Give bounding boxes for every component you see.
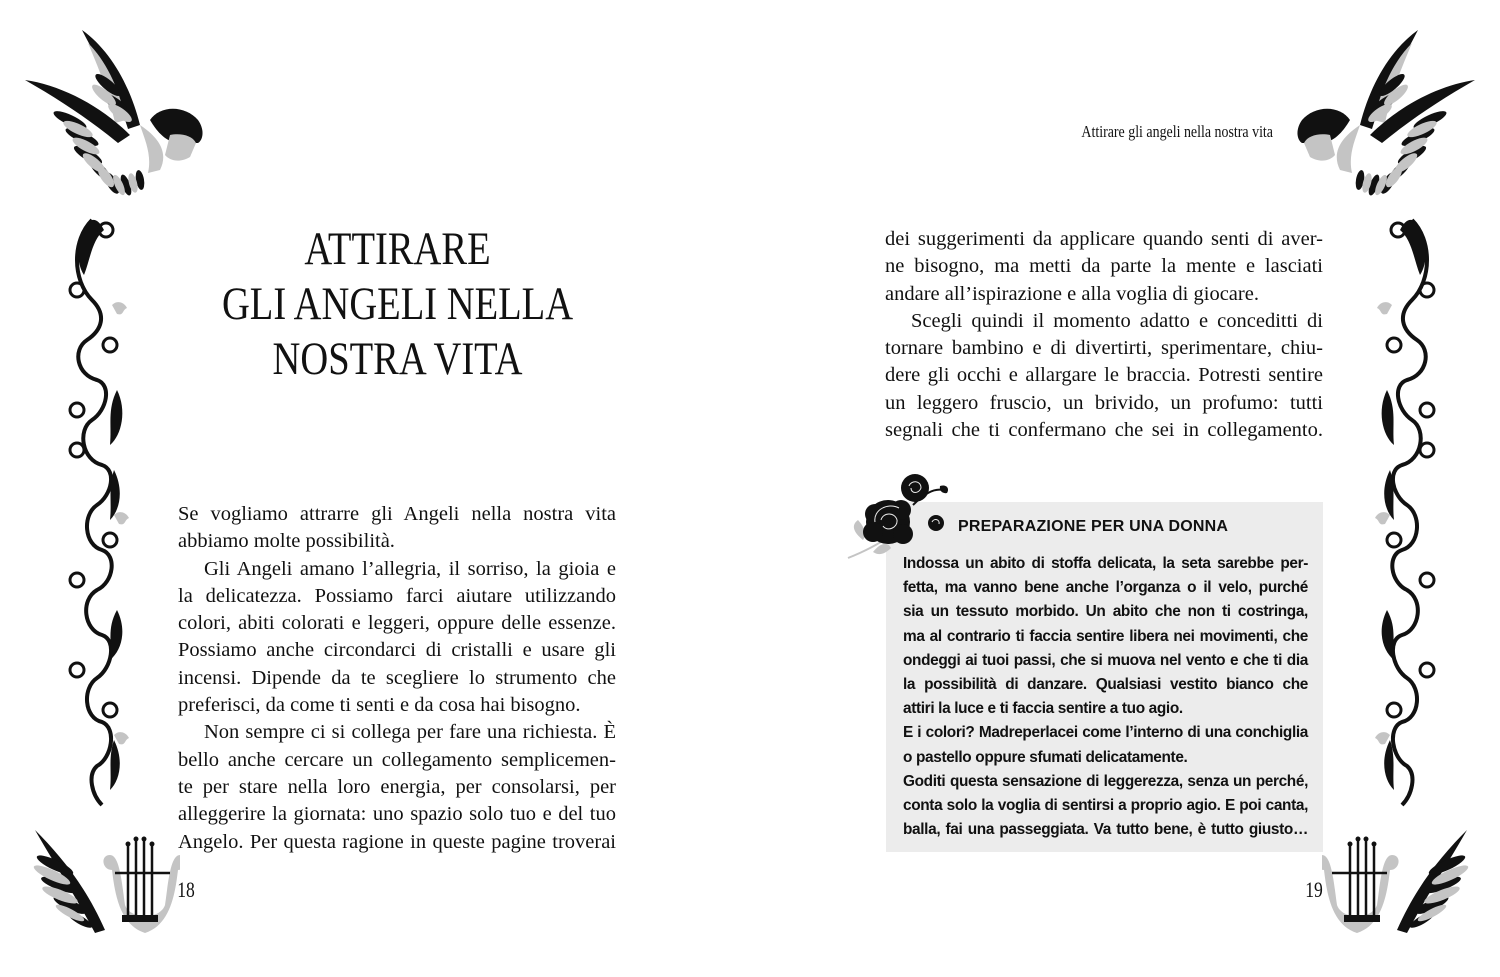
text-line: colori, abiti colorati e leggeri, oppure delle essenze. [178, 612, 616, 635]
text-line: bello anche cercare un collegamento semplicemen- [178, 748, 616, 771]
rose-icon [843, 470, 953, 565]
vine-border-icon [1362, 210, 1442, 810]
text-line: tornare bambino e di divertirti, sperimentare, chiu- [885, 337, 1323, 360]
angel-icon [20, 25, 210, 205]
page-number: 18 [177, 877, 195, 902]
chapter-title-line: GLI ANGELI NELLA [221, 278, 574, 330]
left-body-text [178, 501, 616, 856]
text-line: un leggero fruscio, un brivido, un profumo: tutti [885, 391, 1323, 414]
box-text-line: ma al contrario ti faccia sentire libera nei movimenti, che [903, 627, 1308, 645]
right-body-text [885, 226, 1323, 444]
running-head: Attirare gli angeli nella nostra vita [1081, 122, 1273, 141]
text-line: abbiamo molte possibilità. [178, 530, 395, 553]
chapter-title-line: ATTIRARE [304, 223, 491, 275]
page-number: 19 [1305, 877, 1323, 902]
box-text-line: attiri la luce e ti faccia sentire a tuo agio. [903, 700, 1183, 718]
text-line: la delicatezza. Possiamo farci aiutare utilizzando [178, 584, 616, 607]
box-text-line: Goditi questa sensazione di leggerezza, senza un perché, [903, 772, 1308, 790]
lyre-wing-icon [30, 825, 180, 940]
angel-icon [1290, 25, 1480, 205]
text-line: Possiamo anche circondarci di cristalli e usare gli [178, 639, 616, 662]
box-text-line: Indossa un abito di stoffa delicata, la seta sarebbe per- [903, 555, 1308, 572]
box-text-line: la possibilità di danzare. Qualsiasi vestito bianco che [903, 676, 1308, 694]
box-text-line: E i colori? Madreperlacei come l’interno di una conchiglia [903, 724, 1308, 742]
text-line: preferisci, da come ti senti e da cosa hai bisogno. [178, 694, 581, 717]
box-text-line: conta solo la voglia di sentirsi a proprio agio. E poi canta, [903, 797, 1308, 815]
text-line: segnali che ti confermano che sei in collegamento. [885, 419, 1323, 442]
text-line: Gli Angeli amano l’allegria, il sorriso, la gioia e [204, 557, 616, 580]
box-text-line: balla, fai una passeggiata. Va tutto bene, è tutto giusto… [903, 821, 1308, 839]
text-line: ne bisogno, ma metti da parte la mente e lasciati [885, 255, 1323, 278]
text-line: dere gli occhi e allargare le braccia. Potresti sentire [885, 364, 1323, 387]
box-text-line: fetta, ma vanno bene anche l’organza o il velo, purché [903, 579, 1308, 597]
box-text-line: ondeggi ai tuoi passi, che si muova nel vento e che ti dia [903, 651, 1308, 669]
text-line: dei suggerimenti da applicare quando senti di aver- [885, 228, 1323, 250]
box-text-line: o pastello oppure sfumati delicatamente. [903, 748, 1188, 766]
vine-border-icon [62, 210, 142, 810]
text-line: andare all’ispirazione e alla voglia di giocare. [885, 282, 1259, 305]
text-line: Se vogliamo attrarre gli Angeli nella nostra vita [178, 503, 616, 525]
text-line: te per stare nella loro energia, per consolarsi, per [178, 775, 616, 798]
text-line: Non sempre ci si collega per fare una richiesta. È [204, 721, 616, 744]
text-line: Scegli quindi il momento adatto e conceditti di [911, 309, 1323, 332]
text-line: Angelo. Per questa ragione in queste pagine troverai [178, 830, 616, 853]
box-text-line: sia un tessuto morbido. Un abito che non ti costringa, [903, 603, 1308, 621]
box-title: PREPARAZIONE PER UNA DONNA [958, 518, 1229, 535]
box-body-text [903, 552, 1308, 842]
text-line: incensi. Dipende da te scegliere lo strumento che [178, 666, 616, 689]
lyre-wing-icon [1322, 825, 1472, 940]
chapter-title-line: NOSTRA VITA [272, 333, 523, 385]
chapter-title [211, 222, 584, 387]
text-line: alleggerire la giornata: uno spazio solo tuo e del tuo [178, 803, 616, 826]
